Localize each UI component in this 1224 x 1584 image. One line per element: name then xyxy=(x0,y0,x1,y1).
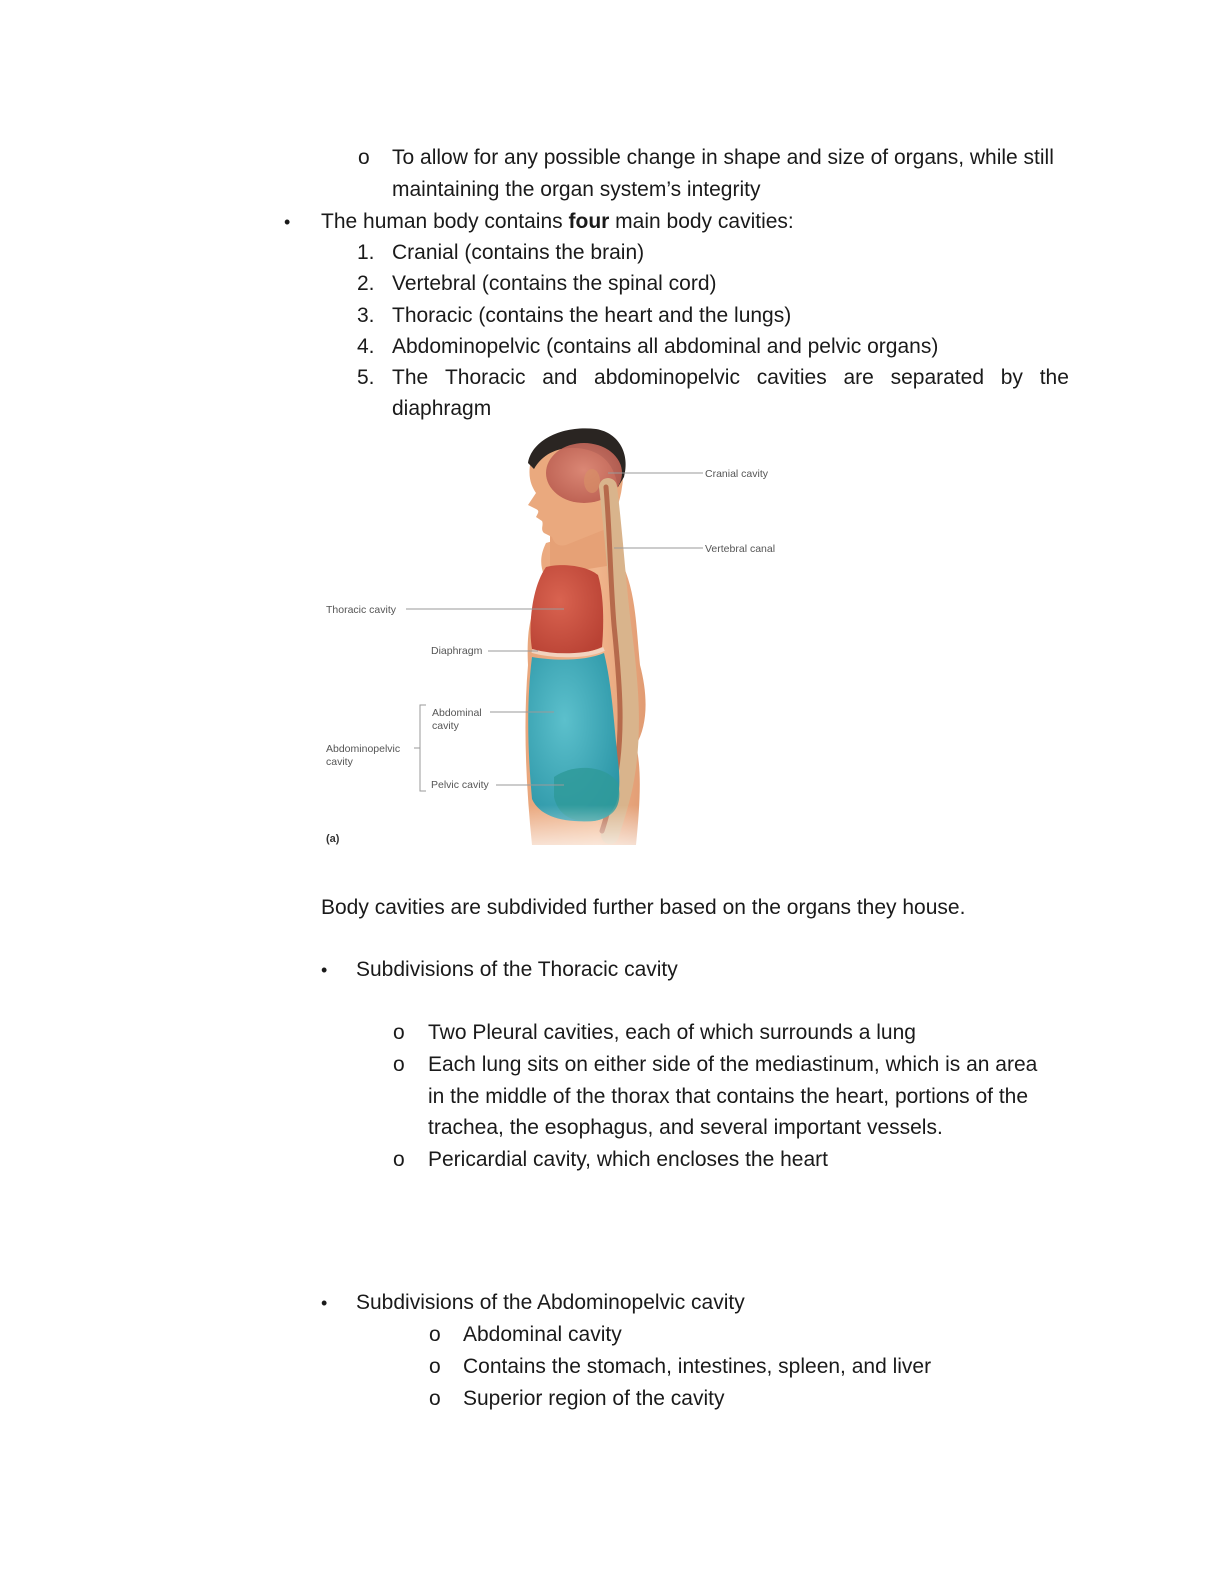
list-item-vertebral: Vertebral (contains the spinal cord) xyxy=(392,272,717,295)
mediastinum-item-line-2: in the middle of the thorax that contains the heart, portions of the xyxy=(428,1085,1029,1108)
cavities-intro xyxy=(321,206,794,238)
word: The xyxy=(392,366,429,389)
thoracic-subdivisions-heading: Subdivisions of the Thoracic cavity xyxy=(356,958,678,981)
figure-fade xyxy=(518,805,658,865)
label-vertebral-canal: Vertebral canal xyxy=(705,543,776,555)
label-abdominopelvic-cavity-2: cavity xyxy=(326,756,353,768)
label-thoracic-cavity: Thoracic cavity xyxy=(326,604,397,616)
sub-bullet-marker: o xyxy=(393,1053,405,1076)
list-number: 4. xyxy=(357,335,375,358)
list-item-diaphragm-line1 xyxy=(392,362,1069,394)
cavities-intro-bold: four xyxy=(568,210,610,233)
word: and xyxy=(542,366,578,389)
word: the xyxy=(1039,366,1069,389)
list-item-abdominopelvic: Abdominopelvic (contains all abdominal and pelvic organs) xyxy=(392,335,939,358)
word: Thoracic xyxy=(444,366,526,389)
ear xyxy=(584,469,600,493)
list-number: 2. xyxy=(357,272,375,295)
figure-panel-label: (a) xyxy=(326,833,340,845)
sub-bullet-marker: o xyxy=(393,1148,405,1171)
label-cranial-cavity: Cranial cavity xyxy=(705,468,769,480)
list-number: 5. xyxy=(357,366,375,389)
sub-bullet-marker: o xyxy=(393,1021,405,1044)
sub-bullet-marker: o xyxy=(429,1387,441,1410)
subdivided-paragraph: Body cavities are subdivided further based on the organs they house. xyxy=(321,896,966,919)
word: cavities xyxy=(756,366,827,389)
abdominopelvic-subdivisions-heading: Subdivisions of the Abdominopelvic cavity xyxy=(356,1291,745,1314)
cavities-intro-post: main body cavities: xyxy=(609,210,794,233)
list-number: 1. xyxy=(357,241,375,264)
mediastinum-item-line-1: Each lung sits on either side of the mediastinum, which is an area xyxy=(428,1053,1038,1076)
abdominopelvic-bracket xyxy=(414,705,426,791)
bullet-marker: • xyxy=(321,1293,328,1313)
superior-region-item: Superior region of the cavity xyxy=(463,1387,725,1410)
word: separated xyxy=(890,366,984,389)
list-item-cranial: Cranial (contains the brain) xyxy=(392,241,645,264)
abdominal-cavity-item: Abdominal cavity xyxy=(463,1323,622,1346)
pleural-cavities-item: Two Pleural cavities, each of which surrounds a lung xyxy=(428,1021,916,1044)
cavities-intro-pre: The human body contains xyxy=(321,210,569,233)
intro-line-2: maintaining the organ system’s integrity xyxy=(392,178,761,201)
sub-bullet-marker: o xyxy=(429,1355,441,1378)
word: by xyxy=(1000,366,1023,389)
pericardial-cavity-item: Pericardial cavity, which encloses the heart xyxy=(428,1148,828,1171)
list-item-diaphragm-line2: diaphragm xyxy=(392,397,492,420)
mediastinum-item-line-3: trachea, the esophagus, and several important vessels. xyxy=(428,1116,943,1139)
sub-bullet-marker: o xyxy=(358,146,370,169)
sub-bullet-marker: o xyxy=(429,1323,441,1346)
body-cavities-illustration xyxy=(318,425,798,865)
thoracic-cavity-shape xyxy=(531,565,604,654)
label-abdominopelvic-cavity-1: Abdominopelvic xyxy=(326,743,401,755)
body-cavities-figure xyxy=(318,425,798,865)
bullet-marker: • xyxy=(284,212,291,232)
label-pelvic-cavity: Pelvic cavity xyxy=(431,779,489,791)
bullet-marker: • xyxy=(321,960,328,980)
list-item-thoracic: Thoracic (contains the heart and the lungs) xyxy=(392,304,792,327)
stomach-intestines-item: Contains the stomach, intestines, spleen, and liver xyxy=(463,1355,932,1378)
label-abdominal-cavity-2: cavity xyxy=(432,720,459,732)
label-diaphragm: Diaphragm xyxy=(431,645,483,657)
label-abdominal-cavity-1: Abdominal xyxy=(432,707,482,719)
intro-line-1: To allow for any possible change in shape and size of organs, while still xyxy=(392,146,1054,169)
word: are xyxy=(843,366,874,389)
list-number: 3. xyxy=(357,304,375,327)
word: abdominopelvic xyxy=(594,366,740,389)
